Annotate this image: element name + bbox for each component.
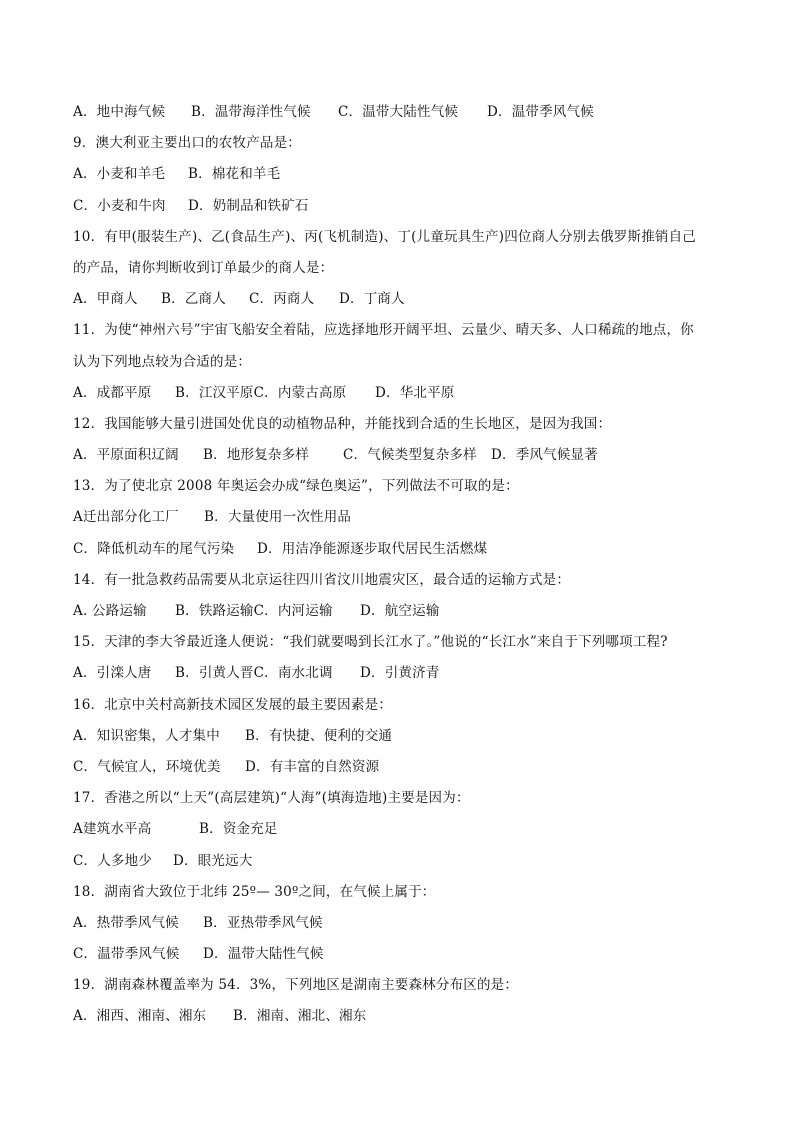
q17-options-row1 bbox=[73, 816, 723, 847]
option-d: D．引黄济青 bbox=[360, 665, 440, 682]
option-c: C．气候宜人，环境优美 bbox=[73, 758, 221, 775]
option-d: D．季风气候显著 bbox=[491, 447, 598, 464]
question-text: 18．湖南省大致位于北纬 25º— 30º之间，在气候上属于： bbox=[73, 883, 436, 900]
option-d: D．丁商人 bbox=[339, 291, 405, 308]
q13-options-row1 bbox=[73, 504, 723, 535]
option-b-c: B．引黄人晋C．南水北调 bbox=[175, 665, 333, 682]
question-text: 9．澳大利亚主要出口的农牧产品是： bbox=[73, 135, 301, 152]
option-b: B．有快捷、便利的交通 bbox=[245, 727, 393, 744]
q16-stem bbox=[73, 692, 723, 723]
q19-stem bbox=[73, 972, 723, 1003]
q8-options bbox=[73, 99, 723, 130]
q16-options-row2 bbox=[73, 754, 723, 785]
option-a: A．成都平原 bbox=[73, 384, 152, 401]
q11-stem-line2 bbox=[73, 349, 723, 380]
option-a: A．热带季风气候 bbox=[73, 914, 179, 931]
exam-page bbox=[73, 99, 723, 1035]
option-d: D．有丰富的自然资源 bbox=[245, 758, 380, 775]
q15-options bbox=[73, 660, 723, 691]
question-text: 14．有一批急救药品需要从北京运往四川省汶川地震灾区，最合适的运输方式是： bbox=[73, 571, 571, 588]
option-a: A．甲商人 bbox=[73, 291, 138, 308]
q14-stem bbox=[73, 567, 723, 598]
option-c: C．气候类型复杂多样 bbox=[343, 447, 477, 464]
option-a: A建筑水平高 bbox=[73, 821, 152, 838]
q10-stem-line2 bbox=[73, 255, 723, 286]
option-d: D．眼光远大 bbox=[173, 852, 253, 869]
question-text: 17．香港之所以“上天”(高层建筑)“人海”(填海造地)主要是因为： bbox=[73, 790, 470, 807]
q9-options-row1 bbox=[73, 161, 723, 192]
q17-stem bbox=[73, 785, 723, 816]
q12-options bbox=[73, 442, 723, 473]
option-b: B．地形复杂多样 bbox=[203, 447, 310, 464]
question-text: 11．为使“神州六号”宇宙飞船安全着陆，应选择地形开阔平坦、云量少、晴天多、人口稀疏的地点，你 bbox=[73, 322, 694, 339]
option-c: C．降低机动车的尾气污染 bbox=[73, 540, 235, 557]
option-b: B．大量使用一次性用品 bbox=[204, 509, 352, 526]
q15-stem bbox=[73, 629, 723, 660]
option-c: C．丙商人 bbox=[249, 291, 315, 308]
q14-options bbox=[73, 598, 723, 629]
q10-stem-line1 bbox=[73, 224, 723, 255]
q18-stem bbox=[73, 879, 723, 910]
option-a: A．地中海气候 bbox=[73, 104, 166, 120]
option-b-c: B．江汉平原C．内蒙古高原 bbox=[175, 384, 347, 401]
option-b: B．温带海洋性气候 bbox=[191, 104, 311, 120]
q16-options-row1 bbox=[73, 723, 723, 754]
option-b: B．乙商人 bbox=[161, 291, 226, 308]
question-text: 15．天津的李大爷最近逢人便说：“我们就要喝到长江水了。”他说的“长江水”来自于下列哪项工程? bbox=[73, 634, 668, 651]
option-c: C．温带季风气候 bbox=[73, 946, 180, 963]
q11-options bbox=[73, 380, 723, 411]
option-c: C．小麦和牛肉 bbox=[73, 197, 166, 214]
option-d: D．用洁净能源逐步取代居民生活燃煤 bbox=[257, 540, 488, 557]
option-d: D．航空运输 bbox=[360, 603, 440, 619]
q12-stem bbox=[73, 411, 723, 442]
question-text: 10．有甲(服装生产)、乙(食品生产)、丙(飞机制造)、丁(儿童玩具生产)四位商人分别去俄罗斯推销自己 bbox=[73, 228, 697, 245]
option-d: D．温带季风气候 bbox=[487, 104, 594, 120]
q17-options-row2 bbox=[73, 848, 723, 879]
q9-stem bbox=[73, 130, 723, 161]
option-d: D．奶制品和铁矿石 bbox=[188, 197, 309, 214]
option-a: A．湘西、湘南、湘东 bbox=[73, 1008, 207, 1025]
option-d: D．温带大陆性气候 bbox=[203, 946, 324, 963]
option-a: A．小麦和羊毛 bbox=[73, 166, 166, 183]
option-a: A．知识密集，人才集中 bbox=[73, 727, 220, 744]
q18-options-row2 bbox=[73, 941, 723, 972]
option-a: A迁出部分化工厂 bbox=[73, 509, 179, 526]
question-text: 19．湖南森林覆盖率为 54．3%，下列地区是湖南主要森林分布区的是： bbox=[73, 977, 519, 994]
q19-options-row1 bbox=[73, 1003, 723, 1034]
q11-stem-line1 bbox=[73, 317, 723, 348]
option-b: B．资金充足 bbox=[199, 821, 278, 838]
option-a: A．平原面积辽阔 bbox=[73, 447, 179, 464]
q13-stem bbox=[73, 473, 723, 504]
option-c: C．温带大陆性气候 bbox=[338, 104, 459, 120]
q10-options bbox=[73, 286, 723, 317]
question-text: 13．为了使北京 2008 年奥运会办成“绿色奥运”，下列做法不可取的是： bbox=[73, 478, 519, 495]
question-text: 的产品，请你判断收到订单最少的商人是： bbox=[73, 259, 334, 276]
option-b-c: B．铁路运输C．内河运输 bbox=[175, 603, 333, 619]
q13-options-row2 bbox=[73, 536, 723, 567]
option-b: B．湘南、湘北、湘东 bbox=[233, 1008, 367, 1025]
q9-options-row2 bbox=[73, 193, 723, 224]
option-a: A．引滦人唐 bbox=[73, 665, 152, 682]
q18-options-row1 bbox=[73, 910, 723, 941]
option-c: C．人多地少 bbox=[73, 852, 153, 869]
option-d: D．华北平原 bbox=[375, 384, 455, 401]
question-text: 12．我国能够大量引进国处优良的动植物品种，并能找到合适的生长地区，是因为我国： bbox=[73, 415, 612, 432]
option-a: A. 公路运输 bbox=[73, 603, 147, 619]
option-b: B．亚热带季风气候 bbox=[203, 914, 323, 931]
question-text: 16．北京中关村高新技术园区发展的最主要因素是： bbox=[73, 696, 392, 713]
question-text: 认为下列地点较为合适的是： bbox=[73, 353, 252, 370]
option-b: B．棉花和羊毛 bbox=[188, 166, 281, 183]
